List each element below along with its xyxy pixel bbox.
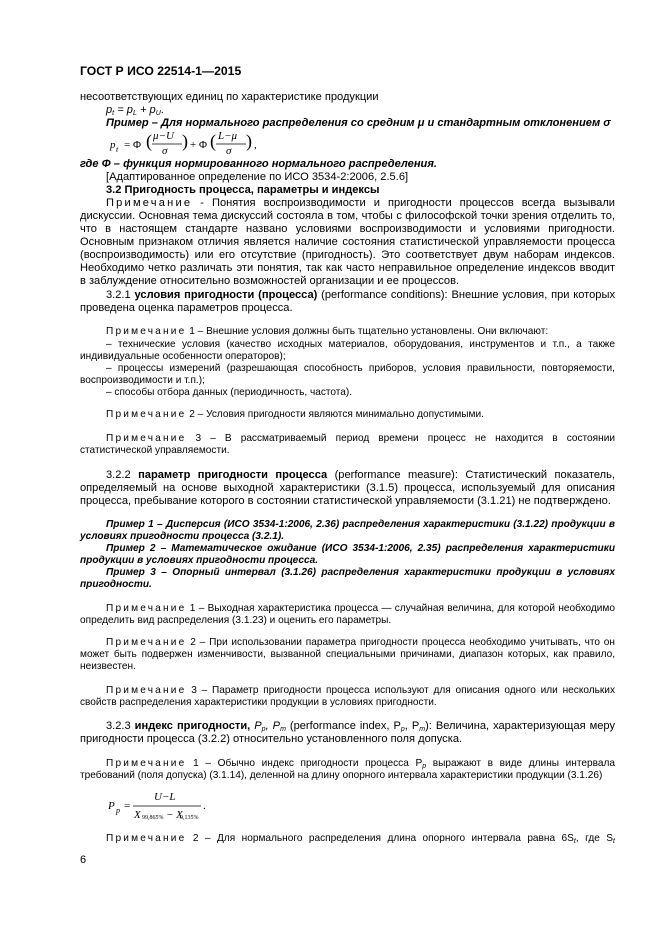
note-line: Примечание 3 – В рассматриваемый период времени процесс не находится в состоянии (106, 433, 615, 444)
formula-punct: , (254, 139, 257, 151)
formula-subscript: 0,135% (180, 815, 199, 821)
note-line: Примечание 2 – Для нормального распределения длина опорного интервала равна 6St, где St (106, 833, 615, 845)
note-line: – способы отбора данных (периодичность, частота). (106, 387, 353, 398)
note-line: требований (поля допуска) (3.1.14), деленной на длину опорного интервала характеристики продукции (3.1.26) (80, 770, 603, 781)
example-line: Пример 3 – Опорный интервал (3.1.26) распределения характеристики продукции в условиях (106, 567, 615, 578)
note-line: Примечание 1 – Выходная характеристика процесса — случайная величина, для которой необходимо (106, 603, 615, 614)
note-line: неизвестен. (80, 661, 136, 672)
text-line: несоответствующих единиц по характеристике продукции (80, 91, 379, 103)
formula-denominator: − X (166, 809, 183, 821)
formula-numerator: L−μ (218, 130, 238, 142)
note-line: может быть подвержен изменчивости, вызванной специальными причинами, диапазон которых, как правило, (80, 649, 615, 660)
document-page: ГОСТ Р ИСО 22514-1—2015 несоответствующих единиц по характеристике продукции pt = pL + pU. Пример – Для нормального распределения со средним μ и стандартным отклонением σ p t = Φ ( μ−U σ ) + Φ ( L−μ σ ) , где Φ – функция нормированного нормального распределения. [Адаптированное определение по ИСО 3534-2:2006, 2.5.6] 3.2 Пригодность процесса, параметры и индексы Примечание - Понятия воспроизводимости и пригодности процессов всегда вызывали дискуссии. Основная тема дискуссий состояла в том, чтобы с философской точки зрения отделить то, что в настоящем стандарте названо условиями воспроизводимости и условиями пригодности. Основным признаком отличия является наличие состояния статистической управляемости процесса (воспроизводимость) или его отсутствие (пригодность). Это соответствует двум наборам индексов. Необходимо четко различать эти понятия, так как часто неправильное определение индексов вводит в заблуждение относительно возможностей организации и ее процессов. 3.2.1 условия пригодности (процесса) (performance conditions): Внешние условия, при которых проведена оценка параметров процесса. Примечание 1 – Внешние условия должны быть тщательно установлены. Они включают: – технические условия (качество исходных материалов, оборудования, инструментов и т.п., а также индивидуальные особенности операторов); – процессы измерений (разрешающая способность приборов, условия правильности, повторяемости, воспроизводимости и т.п.); – способы отбора данных (периодичность, частота). Примечание 2 – Условия пригодности являются минимально допустимыми. Примечание 3 – В рассматриваемый период времени процесс не находится в состоянии статистической управляемости. 3.2.2 параметр пригодности процесса (performance measure): Статистический показатель, определяемый на основе выходной характеристики (3.1.5) процесса, используемый для описания процесса, пребывание которого в состоянии статистической управляемости (3.1.21) не подтверждено. Пример 1 – Дисперсия (ИСО 3534-1:2006, 2.36) распределения характеристики (3.1.22) продукции в условиях пригодности процесса (3.2.1). Пример 2 – Математическое ожидание (ИСО 3534-1:2006, 2.35) распределения характеристики продукции в условиях пригодности процесса. Пример 3 – Опорный интервал (3.1.26) распределения характеристики продукции в условиях пригодности. Примечание 1 – Выходная характеристика процесса — случайная величина, для которой необходимо определить вид распределения (3.1.23) и оценить его параметры. Примечание 2 – При использовании параметра пригодности процесса необходимо учитывать, что он может быть подвержен изменчивости, вызванной специальными причинами, диапазон которых, как правило, неизвестен. Примечание 3 – Параметр пригодности процесса используют для описания одного или нескольких свойств распределения характеристики продукции в условиях пригодности. 3.2.3 индекс пригодности, Pp, Pm (performance index, Pp, Pm): Величина, характеризующая меру пригодности процесса (3.2.2) относительно установленного поля допуска. Примечание 1 – Обычно индекс пригодности процесса Pp выражают в виде длины интервала требований (поля допуска) (3.1.14), деленной на длину опорного интервала характеристики продукции (3.1.26) P p = U−L X 99,865% − X 0,135% . Примечание 2 – Для нормального распределения длина опорного интервала равна 6St, где St 6 (0, 0, 661, 936)
text-line: что в настоящем стандарте названо условиями воспроизводимости и условиями пригодности. (80, 223, 615, 235)
note-line: – технические условия (качество исходных материалов, оборудования, инструментов и т.п., а также (106, 339, 615, 350)
formula-symbol: p (110, 139, 116, 151)
formula-operator: = (124, 800, 131, 812)
text-line: дискуссии. Основная тема дискуссий состояла в том, чтобы с философской точки зрения отделить то, (80, 210, 615, 222)
example-line: Пример 1 – Дисперсия (ИСО 3534-1:2006, 2.36) распределения характеристики (3.1.22) продукции в (106, 519, 615, 530)
example-line: Пример 2 – Математическое ожидание (ИСО 3534-1:2006, 2.35) распределения характеристики (106, 543, 615, 554)
example-line: пригодности. (80, 579, 152, 590)
note-line: Примечание 2 – При использовании параметра пригодности процесса необходимо учитывать, что он (106, 637, 615, 648)
formula-denominator: σ (162, 145, 168, 157)
formula-operator: = Φ (124, 139, 141, 151)
section-heading: 3.2 Пригодность процесса, параметры и индексы (106, 184, 380, 196)
note-line: определить вид распределения (3.1.23) и оценить его параметры. (80, 615, 392, 626)
example-line: Пример – Для нормального распределения со средним μ и стандартным отклонением σ (106, 117, 611, 129)
text-line: [Адаптированное определение по ИСО 3534-2:2006, 2.5.6] (106, 171, 409, 183)
note-line: Примечание 1 – Внешние условия должны быть тщательно установлены. Они включают: (106, 326, 549, 337)
fraction-bar (133, 805, 201, 807)
text-line: процесса, пребывание которого в состоянии статистической управляемости (3.1.21) не подтверждено. (80, 495, 611, 507)
formula-symbol: P (108, 800, 115, 812)
page-number: 6 (80, 854, 87, 866)
text-line: где Φ – функция нормированного нормального распределения. (80, 158, 437, 170)
formula-subscript: p (116, 806, 120, 815)
text-line: Примечание - Понятия воспроизводимости и пригодности процессов всегда вызывали (106, 197, 615, 209)
note-line: свойств распределения характеристики продукции в условиях пригодности. (80, 697, 437, 708)
formula-punct: . (203, 800, 206, 812)
formula-operator: + Φ (190, 139, 207, 151)
definition-line: 3.2.1 условия пригодности (процесса) (performance conditions): Внешние условия, при которых (106, 289, 615, 301)
example-line: условиях пригодности процесса (3.2.1). (80, 531, 285, 542)
definition-line: 3.2.2 параметр пригодности процесса (performance measure): Статистический показатель, (106, 469, 615, 481)
text-line: определяемый на основе выходной характеристики (3.1.5) процесса, используемый для описания (80, 482, 615, 494)
note-line: Примечание 1 – Обычно индекс пригодности процесса Pp выражают в виде длины интервала (106, 758, 615, 770)
example-line: продукции в условиях пригодности процесса. (80, 555, 319, 566)
definition-line: 3.2.3 индекс пригодности, Pp, Pm (performance index, Pp, Pm): Величина, характеризующая меру (106, 720, 615, 733)
note-line: – процессы измерений (разрешающая способность приборов, условия правильности, повторяемости, (106, 363, 615, 374)
note-line: Примечание 3 – Параметр пригодности процесса используют для описания одного или нескольких (106, 685, 615, 696)
note-line: статистической управляемости. (80, 445, 230, 456)
text-line: (воспроизводимость) или его отсутствие (пригодность). Это соответствует двум наборам индексов. (80, 249, 615, 261)
formula-denominator: X (134, 809, 141, 821)
formula-numerator: μ−U (153, 130, 174, 142)
formula-denominator: σ (226, 145, 232, 157)
formula-subscript: t (116, 145, 119, 154)
note-line: индивидуальные особенности операторов); (80, 351, 286, 362)
text-line: Необходимо четко различать эти понятия, так как часто неправильное определение индексов вводит (80, 262, 615, 274)
page-header: ГОСТ Р ИСО 22514-1—2015 (80, 64, 242, 78)
formula-subscript: 99,865% (142, 815, 164, 821)
formula-line: pt = pL + pU. (106, 104, 164, 117)
formula-numerator: U−L (154, 791, 176, 803)
text-line: пригодности процесса (3.2.2) относительно установленного поля допуска. (80, 733, 463, 745)
note-line: Примечание 2 – Условия пригодности являются минимально допустимыми. (106, 409, 484, 420)
text-line: проведена оценка параметров процесса. (80, 302, 293, 314)
text-line: Основным признаком отличия является наличие состояния статистической управляемости процесса (80, 236, 615, 248)
text-line: в заблуждение относительно возможностей организации и ее процессов. (80, 275, 460, 287)
note-line: воспроизводимости и т.п.); (80, 375, 205, 386)
